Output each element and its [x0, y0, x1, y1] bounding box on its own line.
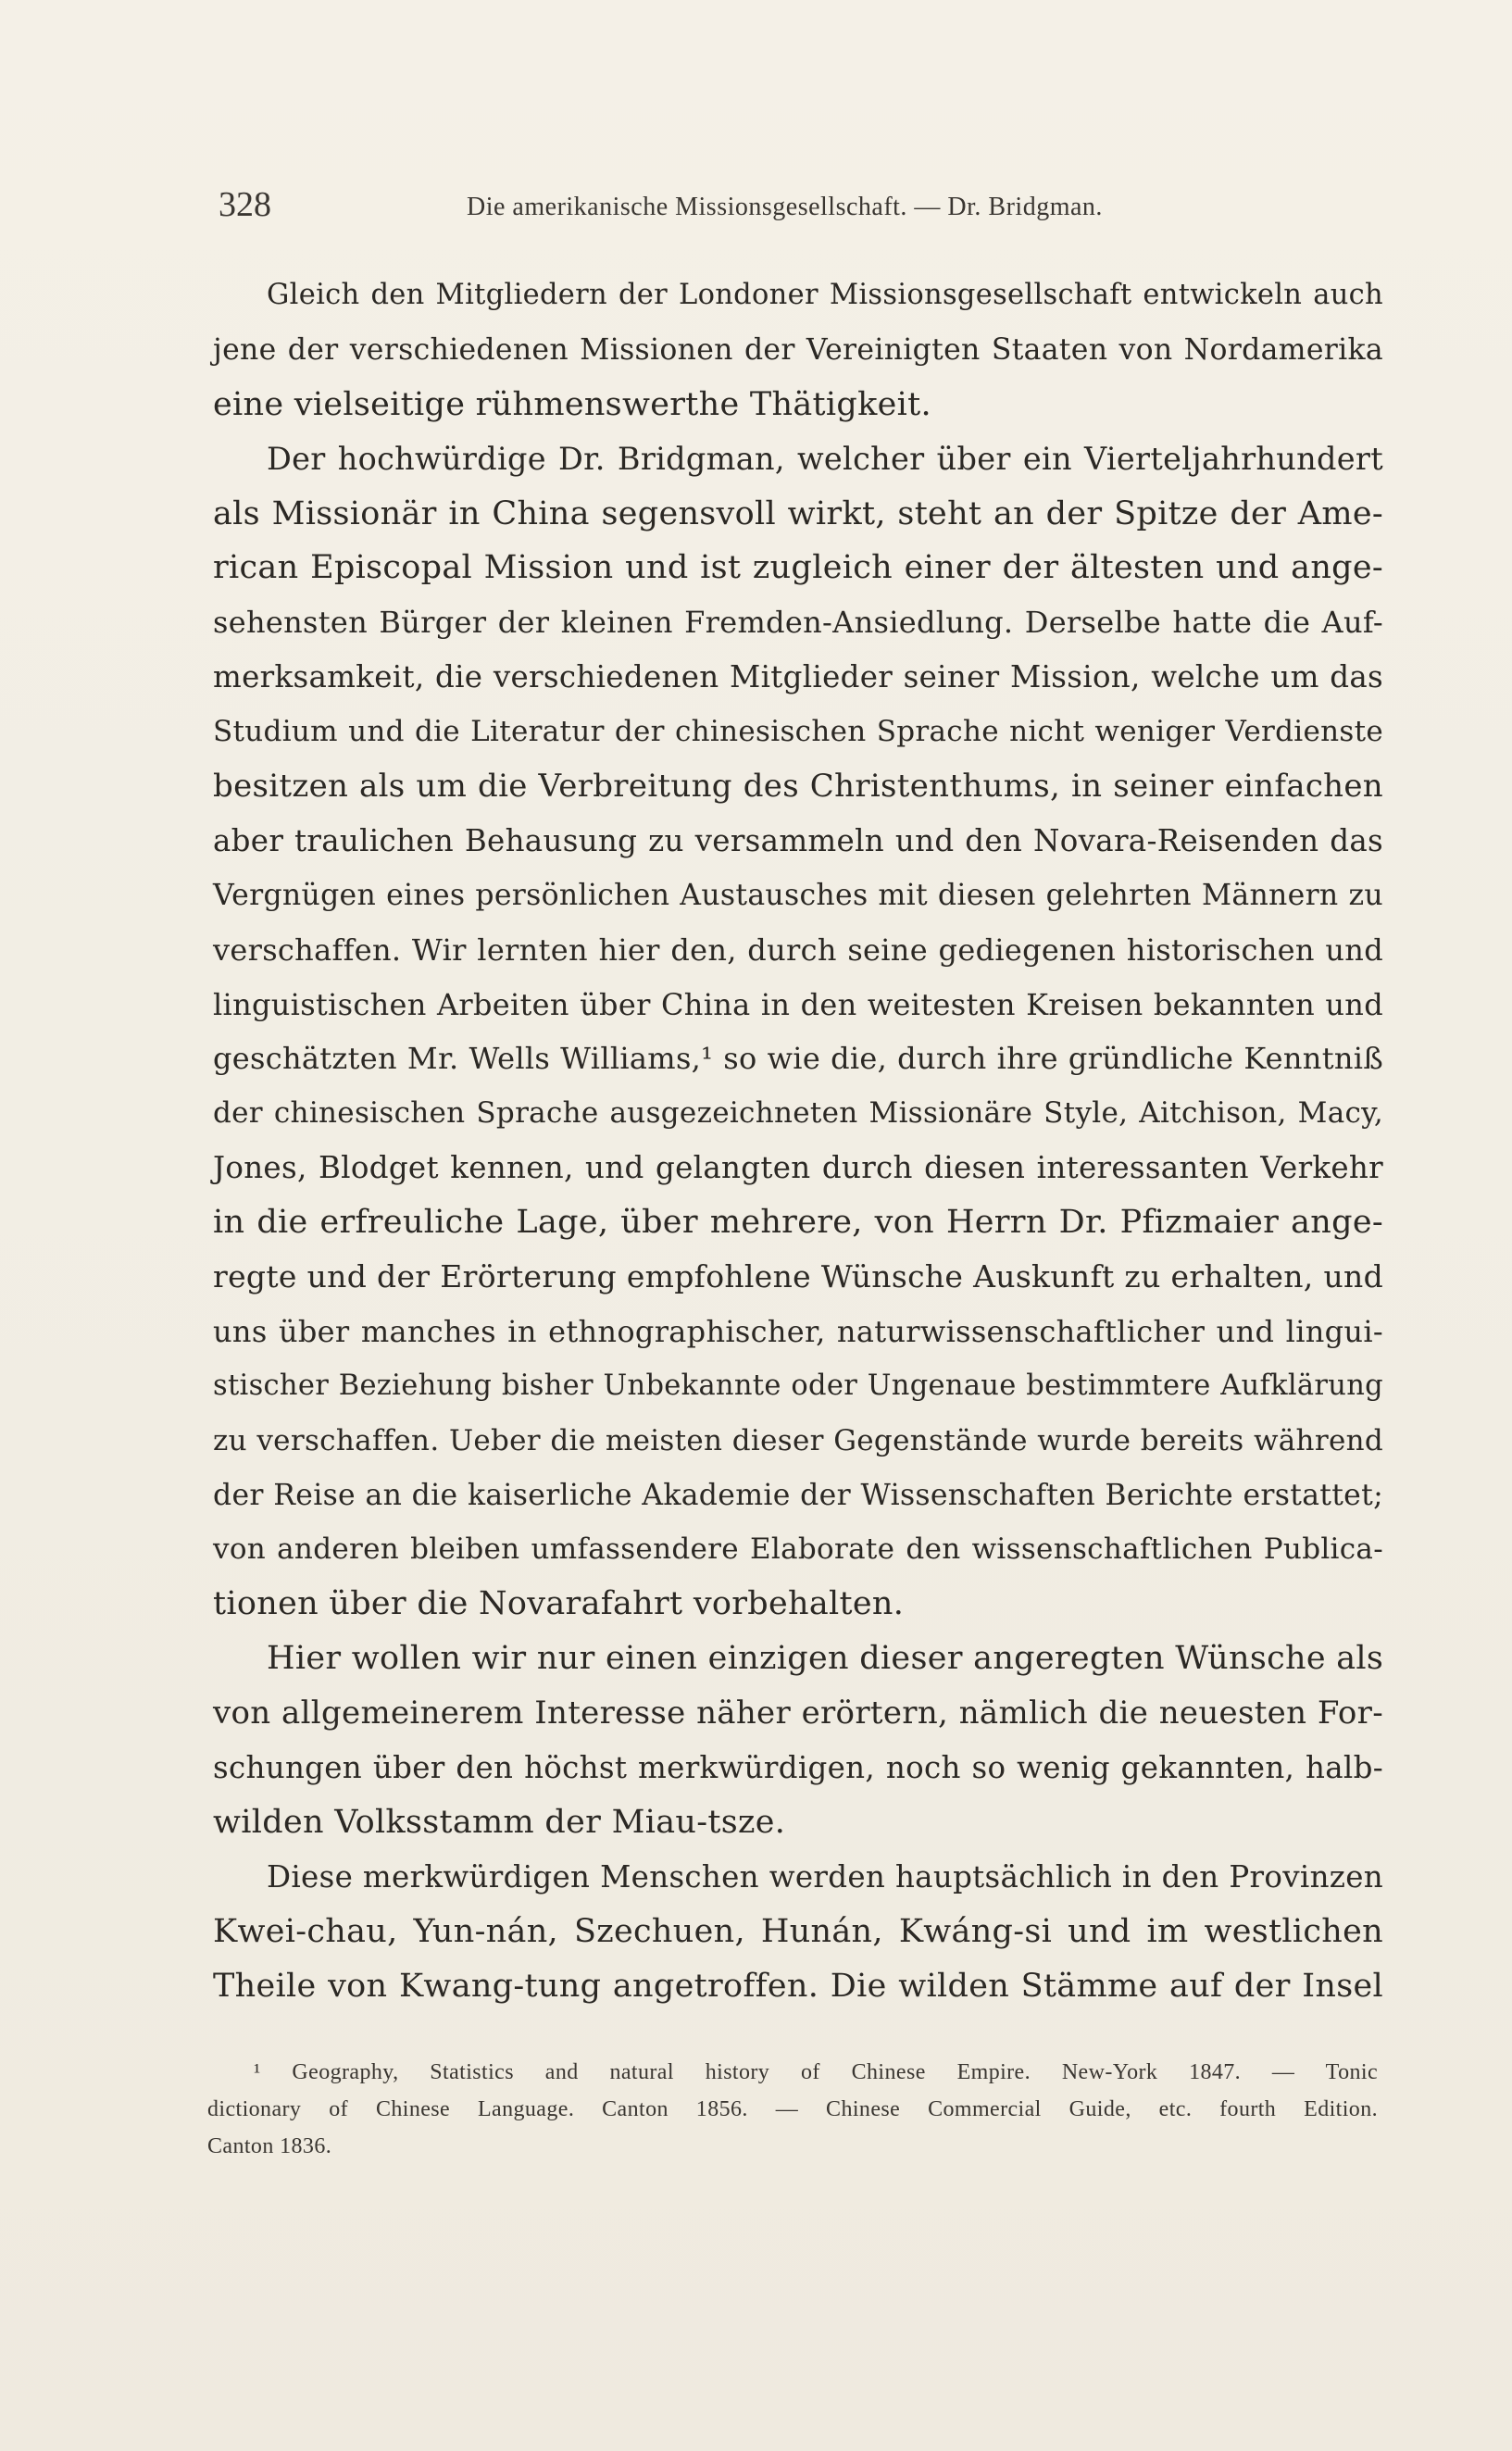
body-line: von allgemeinerem Interesse näher erörtern, nämlich die neuesten For- — [213, 1694, 1383, 1732]
body-line: Der hochwürdige Dr. Bridgman, welcher über ein Vierteljahrhundert — [267, 440, 1383, 477]
body-line: eine vielseitige rühmenswerthe Thätigkeit. — [213, 385, 931, 423]
body-line: regte und der Erörterung empfohlene Wünsche Auskunft zu erhalten, und — [213, 1258, 1383, 1295]
body-line: als Missionär in China segensvoll wirkt, steht an der Spitze der Ame- — [213, 494, 1383, 532]
body-line: linguistischen Arbeiten über China in den weitesten Kreisen bekannten und — [213, 986, 1383, 1022]
body-line: Gleich den Mitgliedern der Londoner Missionsgesellschaft entwickeln auch — [267, 279, 1383, 311]
footnote-line: dictionary of Chinese Language. Canton 1856. — Chinese Commercial Guide, etc. fourth Edition. — [207, 2097, 1378, 2121]
body-line: Kwei-chau, Yun-nán, Szechuen, Hunán, Kwáng-si und im westlichen — [213, 1912, 1383, 1950]
body-line: der Reise an die kaiserliche Akademie der Wissenschaften Berichte erstattet; — [213, 1478, 1383, 1512]
body-text — [213, 269, 1383, 2014]
body-line: zu verschaffen. Ueber die meisten dieser Gegenstände wurde bereits während — [213, 1423, 1383, 1457]
body-line: in die erfreuliche Lage, über mehrere, von Herrn Dr. Pfizmaier ange- — [213, 1204, 1383, 1242]
body-line: der chinesischen Sprache ausgezeichneten Missionäre Style, Aitchison, Macy, — [213, 1096, 1383, 1131]
body-line: tionen über die Novarafahrt vorbehalten. — [213, 1585, 905, 1623]
body-line: Jones, Blodget kennen, und gelangten durch diesen interessanten Verkehr — [213, 1150, 1383, 1186]
body-line: rican Episcopal Mission und ist zugleich einer der ältesten und ange- — [213, 549, 1383, 587]
running-head: Die amerikanische Missionsgesellschaft. — Dr. Bridgman. — [467, 193, 1103, 221]
body-line: wilden Volksstamm der Miau-tsze. — [213, 1803, 786, 1841]
body-line: schungen über den höchst merkwürdigen, noch so wenig gekannten, halb- — [213, 1750, 1383, 1786]
footnote-line: Canton 1836. — [207, 2134, 332, 2158]
body-line: jene der verschiedenen Missionen der Vereinigten Staaten von Nordamerika — [213, 332, 1383, 367]
footnote-line: ¹ Geography, Statistics and natural history of Chinese Empire. New-York 1847. — Tonic — [254, 2060, 1378, 2084]
page-number: 328 — [219, 185, 271, 224]
body-line: besitzen als um die Verbreitung des Christenthums, in seiner einfachen — [213, 768, 1383, 806]
body-line: aber traulichen Behausung zu versammeln und den Novara-Reisenden das — [213, 822, 1383, 858]
body-line: geschätzten Mr. Wells Williams,¹ so wie die, durch ihre gründliche Kenntniß — [213, 1041, 1383, 1077]
body-line: merksamkeit, die verschiedenen Mitglieder seiner Mission, welche um das — [213, 659, 1383, 695]
body-line: von anderen bleiben umfassendere Elaborate den wissenschaftlichen Publica- — [213, 1532, 1383, 1567]
body-line: Studium und die Literatur der chinesischen Sprache nicht weniger Verdienste — [213, 715, 1383, 749]
body-line: verschaffen. Wir lernten hier den, durch seine gediegenen historischen und — [213, 932, 1383, 968]
footnotes — [207, 2054, 1378, 2165]
page-header — [219, 181, 1144, 228]
body-line: stischer Beziehung bisher Unbekannte oder Ungenaue bestimmtere Aufklärung — [213, 1369, 1383, 1402]
body-line: sehensten Bürger der kleinen Fremden-Ansiedlung. Derselbe hatte die Auf- — [213, 605, 1383, 641]
body-line: Diese merkwürdigen Menschen werden hauptsächlich in den Provinzen — [267, 1858, 1383, 1895]
body-line: uns über manches in ethnographischer, naturwissenschaftlicher und lingui- — [213, 1313, 1383, 1349]
body-line: Theile von Kwang-tung angetroffen. Die wilden Stämme auf der Insel — [213, 1967, 1383, 2005]
body-line: Hier wollen wir nur einen einzigen dieser angeregten Wünsche als — [267, 1640, 1384, 1678]
body-line: Vergnügen eines persönlichen Austausches mit diesen gelehrten Männern zu — [213, 878, 1383, 912]
